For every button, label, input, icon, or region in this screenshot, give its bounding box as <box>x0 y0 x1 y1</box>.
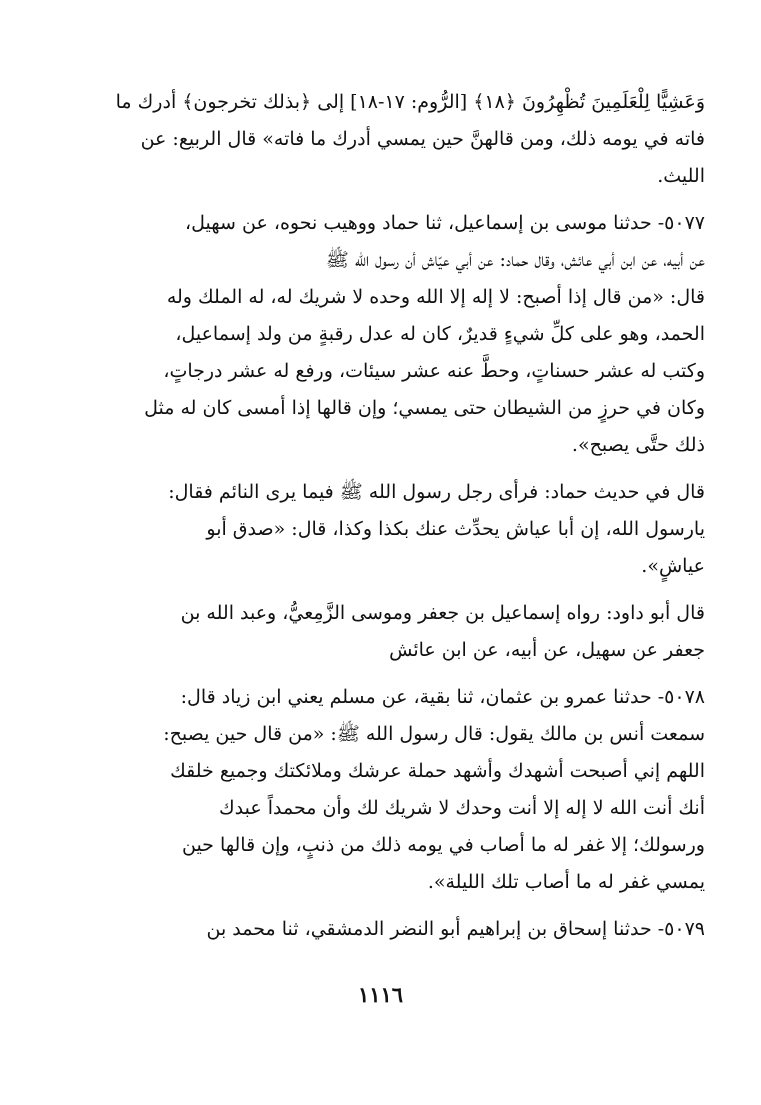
text-line: سمعت أنس بن مالك يقول: قال رسول الله ﷺ: «من قال حين يصبح: <box>163 723 705 745</box>
paragraph-abu-dawud-note <box>62 595 705 669</box>
text-line: ٥٠٧٧- حدثنا موسى بن إسماعيل، ثنا حماد ووهيب نحوه، عن سهيل، <box>185 212 705 234</box>
text-line: قال أبو داود: رواه إسماعيل بن جعفر وموسى الزَّمِعيُّ، وعبد الله بن <box>180 602 705 624</box>
paragraph-continuation <box>62 84 705 195</box>
text-line: قال في حديث حماد: فرأى رجل رسول الله ﷺ فيما يرى النائم فقال: <box>168 481 705 503</box>
text-line: الليث. <box>657 165 705 187</box>
text-line: وَعَشِيًّا لِلْعَلَمِينَ تُظْهِرُونَ ﴿١٨﴾ [الرُّوم: ١٧-١٨] إلى ﴿بذلك تخرجون﴾ أدرك ما <box>115 91 705 113</box>
text-line: جعفر عن سهيل، عن أبيه، عن ابن عائش <box>389 639 705 661</box>
text-line: ٥٠٧٨- حدثنا عمرو بن عثمان، ثنا بقية، عن مسلم يعني ابن زياد قال: <box>180 686 705 708</box>
text-line: فاته في يومه ذلك، ومن قالهنَّ حين يمسي أدرك ما فاته» قال الربيع: عن <box>140 128 705 150</box>
text-line: وكتب له عشر حسناتٍ، وحطَّ عنه عشر سيئات، ورفع له عشر درجاتٍ، <box>163 360 705 382</box>
page-number: ١١١٦ <box>357 982 404 1007</box>
paragraph-hadith-5079 <box>62 911 705 948</box>
text-line: عياشٍ». <box>641 555 705 577</box>
text-line: أنك أنت الله لا إله إلا أنت وحدك لا شريك لك وأن محمداً عبدك <box>219 797 705 819</box>
text-line: اللهم إني أصبحت أشهدك وأشهد حملة عرشك وملائكتك وجميع خلقك <box>170 760 705 782</box>
text-line: ذلك حتَّى يصبح». <box>571 434 705 456</box>
paragraph-hadith-5077 <box>62 205 705 464</box>
text-line: وكان في حرزٍ من الشيطان حتى يمسي؛ وإن قالها إذا أمسى كان له مثل <box>144 397 705 419</box>
paragraph-hammad-note <box>62 474 705 585</box>
text-line: يارسول الله، إن أبا عياش يحدِّث عنك بكذا وكذا، قال: «صدق أبو <box>206 518 705 540</box>
text-line: ٥٠٧٩- حدثنا إسحاق بن إبراهيم أبو النضر الدمشقي، ثنا محمد بن <box>206 918 705 940</box>
text-line: قال: «من قال إذا أصبح: لا إله إلا الله وحده لا شريك له، له الملك وله <box>166 286 705 308</box>
text-line: يمسي غفر له ما أصاب تلك الليلة». <box>427 871 705 893</box>
text-line: ورسولك؛ إلا غفر له ما أصاب في يومه ذلك من ذنبٍ، وإن قالها حين <box>181 834 705 856</box>
paragraph-hadith-5078 <box>62 679 705 901</box>
text-line: عن أبيه، عن ابن أبي عائش، وقال حماد: عن أبي عيّاش أن رسول الله ﷺ <box>325 249 705 271</box>
page-body <box>62 84 705 958</box>
text-line: الحمد، وهو على كلِّ شيءٍ قديرٌ، كان له عدل رقبةٍ من ولد إسماعيل، <box>175 323 705 345</box>
